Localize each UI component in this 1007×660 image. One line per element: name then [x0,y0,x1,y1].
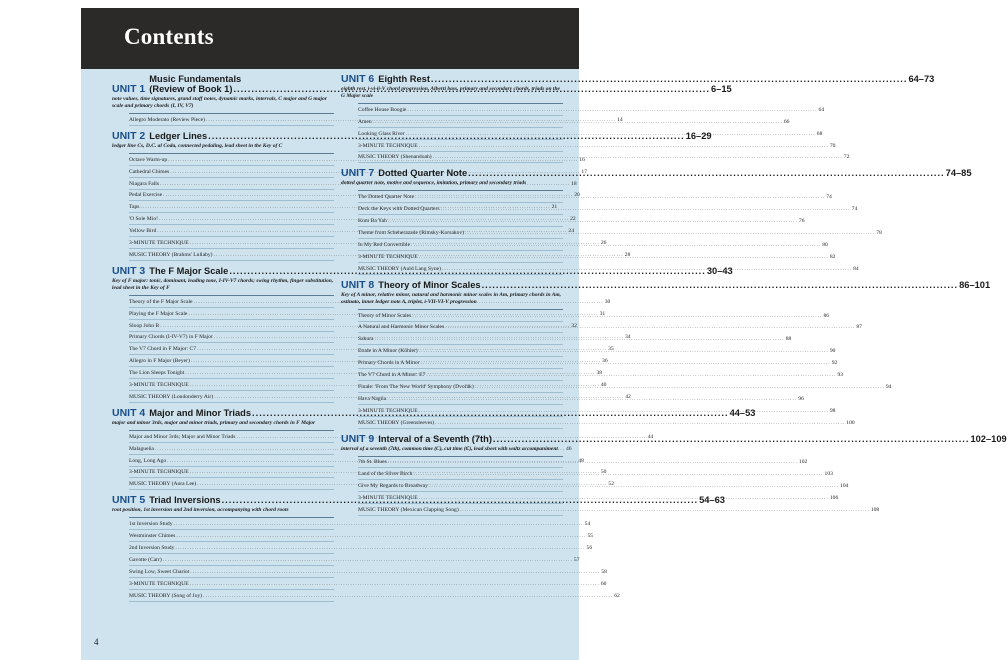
unit-description: major and minor 3rds, major and minor triads, primary and secondary chords in F Major [112,419,316,426]
entry-page: 18 [571,180,577,187]
entry-page: 30 [604,298,611,305]
entry-title: The Lion Sleeps Tonight [129,370,185,377]
entry-page: 57 [573,556,580,563]
page-number: 4 [94,637,99,647]
entry-title: Octave Warm-up [129,156,168,163]
toc-entry [129,530,594,542]
entry-page: 28 [624,251,631,258]
unit-title [378,168,971,178]
unit-title-text: (Review of Book 1) [149,84,233,94]
leader-dots [413,470,823,479]
entry-title: 1st Inversion Study [129,521,173,528]
leader-dots [373,118,783,127]
unit-page-range: 74–85 [945,168,972,179]
entry-title: Malagueña [129,445,154,452]
entry-page: 76 [798,218,805,225]
unit-title [378,434,1006,444]
entry-title: Allegro Moderato (Review Piece) [129,116,205,123]
entry-page: 104 [840,483,849,490]
entry-title: Niagara Falls [129,180,159,187]
entry-page: 44 [647,433,654,440]
unit-description: ledger line Cs, D.C. al Coda, connected pedaling, lead sheet in the Key of C [112,142,283,149]
unit-label: UNIT 4 [112,406,146,419]
leader-dots [388,217,798,226]
entry-title: Coffee House Boogie [358,106,407,113]
leader-dots [375,335,785,344]
entry-title: 2nd Inversion Study [129,545,175,552]
entry-title: Hava Nagila [358,395,387,402]
entry-title: Long, Long Ago [129,457,167,464]
entry-page: 103 [824,471,833,478]
toc-entry [129,518,591,530]
entry-title: Theory of the F Major Scale [129,298,193,305]
leader-dots [493,434,970,444]
entry-page: 56 [586,545,593,552]
entry-page: 82 [829,253,836,260]
entry-page: 74 [851,206,858,213]
entry-page: 50 [600,469,607,476]
entry-title: Pedal Exercise [129,192,163,199]
leader-dots [176,532,586,541]
leader-dots [406,130,816,139]
entry-title: Etude in A Minor (Köhler) [358,348,418,355]
leader-dots [475,383,885,392]
entry-page: 68 [816,130,823,137]
unit-page-range: 64–73 [908,74,935,84]
entry-page: 88 [785,336,792,343]
unit-heading [341,73,935,85]
entry-title: Theme from Scheherazade (Rimsky-Korsakov) [358,230,465,237]
leader-dots [163,556,573,565]
unit-page-range: 86–101 [959,279,991,290]
leader-dots [419,253,829,262]
unit-title [378,74,934,84]
entry-page: 20 [574,192,580,199]
entry-page: 55 [587,533,594,540]
entry-page: 46 [566,445,572,452]
entry-page: 93 [837,372,844,379]
entry-page: 54 [584,521,591,528]
unit-label: UNIT 2 [112,129,146,142]
leader-dots [465,229,875,238]
entry-title: Deck the Keys with Dotted Quarters [358,206,440,213]
leader-dots [388,458,798,467]
unit-title-text: The F Major Scale [149,265,229,276]
entry-title: Kum Ba Yah [358,218,387,225]
entry-page: 90 [829,348,836,355]
unit-title [378,280,990,290]
entry-page: 52 [608,481,615,488]
leader-dots [441,205,851,214]
entry-page: 60 [600,580,607,587]
unit-page-range: 30–43 [706,265,733,276]
entry-title: Yellow Bird [129,228,157,235]
leader-dots [419,347,829,356]
entry-title: 3-MINUTE TECHNIQUE [358,407,418,414]
entry-page: 98 [829,407,836,414]
entry-page: 58 [601,568,607,575]
leader-dots [415,193,825,202]
unit-description: Key of F major: tonic, dominant, leading tone, I-IV-V7 chords; swing rhythm, finger substitution, lead sheet in the Key of F [112,277,334,291]
entry-title: Finale: 'From The New World' Symphony (Dvořák) [358,383,474,390]
entry-title: Primary Chords (I-IV-V7) in F Major [129,334,213,341]
entry-page: 40 [600,382,607,389]
page-title: Contents [124,24,214,49]
unit-label: UNIT 8 [341,278,375,291]
unit-title-text: Dotted Quarter Note [378,168,468,179]
entry-page: 84 [853,265,859,272]
entry-title: Gavotte (Carr) [129,556,162,563]
entry-title: Major and Minor 3rds; Major and Minor Triads [129,433,236,440]
entry-page: 102 [798,459,808,466]
leader-dots [429,482,839,491]
toc-entry [358,140,836,152]
entry-page: 96 [798,395,804,402]
entry-page: 106 [829,495,839,502]
unit-label: UNIT 1 [112,83,146,95]
entry-page: 70 [829,142,836,149]
entry-page: 74 [826,194,832,201]
entry-page: 36 [602,358,608,365]
entry-page: 80 [822,241,828,248]
toc-entry [129,578,607,590]
entry-title: MUSIC THEORY (Song of Joy) [129,592,203,599]
entry-title: In My Red Convertible [358,241,411,248]
entry-title: Primary Chords in A Minor [358,360,420,367]
unit-title-text: Triad Inversions [149,495,221,506]
toc-entry [129,554,580,566]
entry-title: Sakura [358,336,374,343]
leader-dots [421,359,831,368]
leader-dots [435,419,845,428]
leader-dots [468,168,945,178]
entry-title: 3-MINUTE TECHNIQUE [358,142,418,149]
entry-page: 87 [856,324,862,331]
unit-title-text: Ledger Lines [149,130,208,141]
entry-title: 3-MINUTE TECHNIQUE [358,495,418,502]
entry-title: MUSIC THEORY (Aura Lee) [129,481,197,488]
leader-dots [442,265,852,274]
entry-title: The V7 Chord in F Major: C7 [129,346,197,353]
entry-title: Taps [129,204,140,211]
entry-page: 32 [571,322,577,329]
entry-page: 24 [568,228,574,235]
entry-page: 16 [579,156,585,163]
leader-dots [203,592,613,601]
entry-page: 78 [876,230,882,237]
entry-title: Theory of Minor Scales [358,312,412,319]
entry-title: 3-MINUTE TECHNIQUE [129,382,189,389]
entry-title: 3-MINUTE TECHNIQUE [129,469,189,476]
entry-title: Westminster Chimes [129,533,176,540]
entry-page: 34 [625,334,631,341]
entry-page: 66 [783,118,790,125]
entry-title: 'O Sole Mio! [129,216,158,223]
unit-title-line [378,168,971,178]
unit-title-line [378,74,934,84]
unit-label: UNIT 9 [341,432,375,445]
toc-entry [358,203,858,215]
entry-page: 92 [831,360,838,367]
unit-label: UNIT 6 [341,73,375,85]
unit-description: dotted quarter note, motive and sequence, imitation, primary and secondary triads [341,180,527,187]
entry-page: 64 [818,106,825,113]
toc-entry [358,504,880,516]
entry-page: 38 [596,370,603,377]
unit-page-range: 16–29 [685,130,712,141]
unit-description: eighth rest, i-vi-ii-V chord progression, Alberti bass, primary and secondary chords, triads on the G Major scale [341,86,560,99]
unit-page-range: 6–15 [710,84,732,94]
unit-label: UNIT 7 [341,167,375,180]
entry-page: 21 [551,204,558,211]
unit-label: UNIT 5 [112,494,146,507]
entry-title: MUSIC THEORY (Greensleeves) [358,419,435,426]
toc-entry [129,590,620,602]
entry-page: 94 [885,383,892,390]
unit-page-range: 44–53 [729,407,756,418]
entry-title: A Natural and Harmonic Minor Scales [358,324,445,331]
unit-label: UNIT 3 [112,264,146,277]
unit-title-text: Eighth Rest [378,74,430,84]
unit-page-range: 102–109 [970,433,1007,444]
toc-entry [129,542,593,554]
entry-title: The V7 Chord in A Minor: E7 [358,372,426,379]
entry-title: Give My Regards to Broadway [358,483,428,490]
entry-title: MUSIC THEORY (Auld Lang Syne) [358,265,441,272]
entry-page: 62 [614,592,620,599]
leader-dots [407,106,817,115]
entry-page: 100 [846,419,855,426]
unit-description: Key of A minor, relative minor, natural and harmonic minor scales in Am, primary chords in Am, ostinato, inner ledger note A, triplet, i-VII-VI-V progression [341,291,562,305]
leader-dots [411,241,821,250]
leader-dots [387,395,797,404]
toc-entry [129,566,607,578]
entry-page: 35 [608,346,614,353]
leader-dots [433,153,843,162]
unit-title-line [378,434,1006,444]
entry-title: MUSIC THEORY (Brahms' Lullaby) [129,251,213,258]
entry-title: Cathedral Chimes [129,168,170,175]
leader-dots [190,568,600,577]
entry-page: 42 [625,393,631,400]
unit-description: note values, time signatures, grand staff notes, dynamic marks, intervals, C major and G major scale and primary chords (I, IV, V7) [112,96,327,109]
entry-title: Amen [358,118,372,125]
leader-dots [412,312,822,321]
leader-dots [419,142,829,151]
entry-title: Land of the Silver Birch [358,471,413,478]
leader-dots [419,407,829,416]
unit-heading [341,278,991,291]
entry-title: 3-MINUTE TECHNIQUE [358,253,418,260]
entry-page: 31 [599,310,606,317]
unit-title-text: Interval of a Seventh (7th) [378,433,492,444]
entry-list [129,517,620,601]
toc-entry [358,417,855,429]
entry-page: 72 [843,154,850,161]
entry-title: Sloop John B [129,322,160,329]
toc-entry [358,104,825,116]
entry-title: Looking Glass River [358,130,405,137]
entry-page: 22 [570,216,576,223]
unit-page-range: 54–63 [699,495,725,506]
entry-page: 48 [578,457,584,464]
entry-page: 17 [581,168,587,175]
leader-dots [482,280,959,290]
leader-dots [174,520,584,529]
unit-description: root position, 1st inversion and 2nd inversion, accompanying with chord roots [112,507,289,514]
unit-title-text: Major and Minor Triads [149,407,252,418]
entry-title: Swing Low, Sweet Chariot [129,568,190,575]
entry-title: MUSIC THEORY (Londonderry Air) [129,393,214,400]
unit-title-text: Music Fundamentals [149,74,242,84]
entry-page: 14 [617,116,623,123]
entry-title: 3-MINUTE TECHNIQUE [129,240,189,247]
entry-title: The Dotted Quarter Note [358,194,415,201]
entry-title: MUSIC THEORY (Shenandoah) [358,154,432,161]
leader-dots [419,494,829,506]
unit-title-line [378,280,990,290]
entry-title: 7th St. Blues [358,459,387,466]
entry-title: MUSIC THEORY (Mexican Clapping Song) [358,507,459,514]
leader-dots [460,506,870,515]
leader-dots [445,323,855,332]
entry-title: Allegro in F Major (Beyer) [129,358,190,365]
entry-page: 86 [823,312,830,319]
leader-dots [190,580,600,589]
entry-page: 108 [870,507,880,514]
entry-title: Playing the F Major Scale [129,310,188,317]
unit-title-text: Theory of Minor Scales [378,279,481,290]
leader-dots [426,371,836,380]
entry-page: 26 [600,240,607,247]
leader-dots [431,74,908,84]
entry-title: 3-MINUTE TECHNIQUE [129,580,189,587]
leader-dots [175,544,585,553]
unit-description: interval of a seventh (7th), common time (C), cut time (₵), lead sheet with waltz accompaniment [341,445,558,452]
